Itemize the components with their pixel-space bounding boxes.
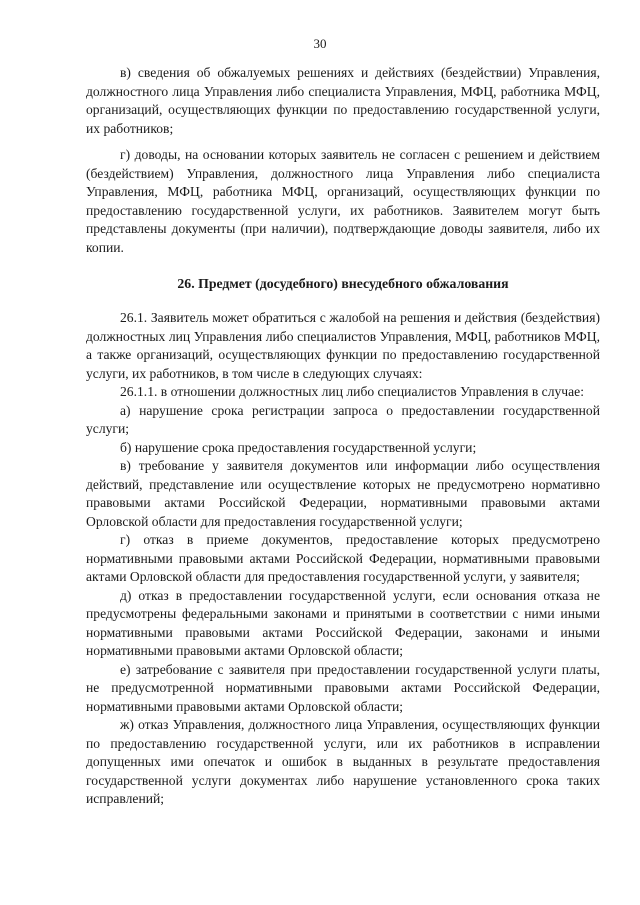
paragraph-item-v: в) сведения об обжалуемых решениях и действиях (бездействии) Управления, должностного лица Управления либо специалиста Управления, МФЦ, работника МФЦ, организаций, осуществляющих функции по предоставлению государственной услуги, их работников; [86,65,600,136]
section-heading: 26. Предмет (досудебного) внесудебного обжалования [177,276,509,291]
list-item-a: а) нарушение срока регистрации запроса о предоставлении государственной услуги; [86,402,600,436]
list-item-zh: ж) отказ Управления, должностного лица Управления, осуществляющих функции по предоставлению государственной услуги, или их работников в исправлении допущенных ими опечаток и ошибок в выданных в результате предоставления государственной услуги документах либо нарушение установленного срока таких исправлений; [86,717,600,806]
spacer [86,138,600,146]
list-item-v: в) требование у заявителя документов или информации либо осуществления действий, представление или осуществление которых не предусмотрено нормативно правовыми актами Российской Федерации, нормативными правовыми актами Орловской области для предоставления государственной услуги; [86,458,600,529]
paragraph-item-g: г) доводы, на основании которых заявитель не согласен с решением и действием (бездействием) Управления, должностного лица Управления либо специалиста Управления, МФЦ, работника МФЦ, организаций, осуществляющих функции по предоставлению государственной услуги, их работников. Заявителем могут быть представлены документы (при наличии), подтверждающие доводы заявителя, либо их копии. [86,147,600,255]
document-body [86,64,600,809]
paragraph-26-1: 26.1. Заявитель может обратиться с жалобой на решения и действия (бездействия) должностных лиц Управления либо специалистов Управления, МФЦ, работников МФЦ, а также организаций, осуществляющих функции по предоставлению государственной услуги, их работников, в том числе в следующих случаях: [86,310,600,381]
page-number: 30 [313,36,327,51]
list-item-g: г) отказ в приеме документов, предоставление которых предусмотрено нормативными правовыми актами Российской Федерации, нормативными правовыми актами Орловской области для предоставления государственной услуги, у заявителя; [86,532,600,584]
list-item-e: е) затребование с заявителя при предоставлении государственной услуги платы, не предусмотренной нормативными правовыми актами Российской Федерации, нормативными правовыми актами Орловской области; [86,661,600,714]
list-item-d: д) отказ в предоставлении государственной услуги, если основания отказа не предусмотрены федеральными законами и принятыми в соответствии с ними иными нормативными правовыми актами Российской Федерации, законами и иными нормативными правовыми актами Орловской области; [86,587,600,658]
paragraph-26-1-1: 26.1.1. в отношении должностных лиц либо специалистов Управления в случае: [120,384,584,399]
list-item-b: б) нарушение срока предоставления государственной услуги; [120,439,477,455]
